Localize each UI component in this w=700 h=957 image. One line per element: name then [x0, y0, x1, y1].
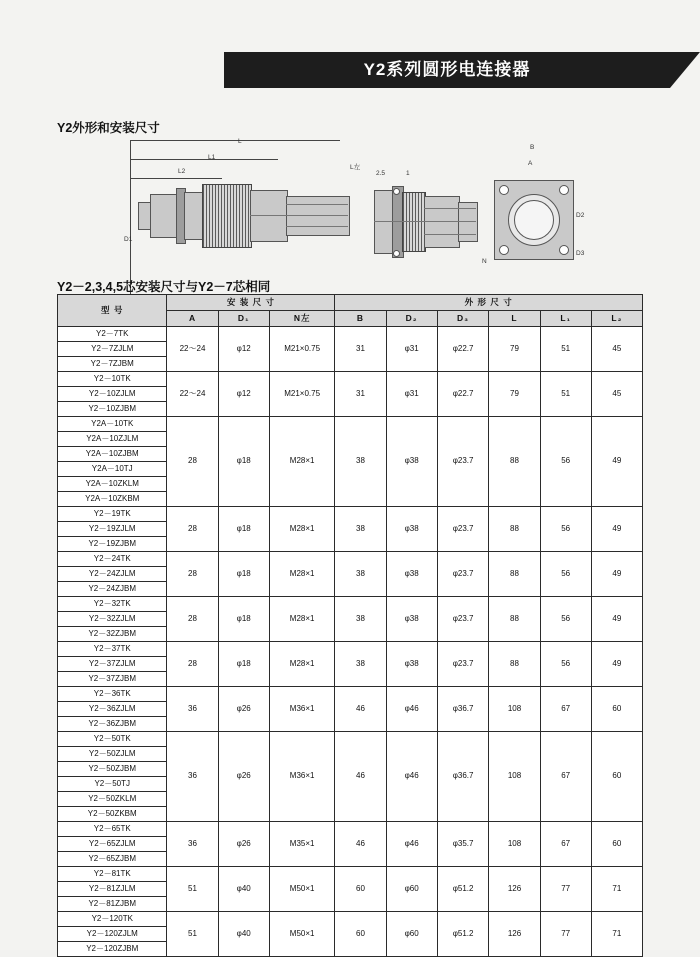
cell-B: 38	[335, 417, 386, 507]
cell-model: Y2－10ZJBM	[58, 402, 167, 417]
cell-model: Y2－36ZJBM	[58, 717, 167, 732]
drawing-caption: Y2外形和安装尺寸	[57, 121, 160, 135]
cell-model: Y2－37ZJBM	[58, 672, 167, 687]
cell-model: Y2－50ZJBM	[58, 762, 167, 777]
table-caption: Y2－2,3,4,5芯安装尺寸与Y2－7芯相同	[57, 280, 271, 294]
cell-A: 28	[167, 552, 218, 597]
cell-B: 60	[335, 912, 386, 957]
cell-model: Y2－24TK	[58, 552, 167, 567]
cell-L1: 56	[540, 552, 591, 597]
cell-model: Y2－32TK	[58, 597, 167, 612]
cell-model: Y2－32ZJLM	[58, 612, 167, 627]
cell-N: M28×1	[269, 597, 335, 642]
header-model: 型 号	[58, 295, 167, 327]
cell-L: 79	[489, 372, 540, 417]
table-row	[58, 642, 643, 657]
cell-D2: φ46	[386, 732, 437, 822]
cell-L1: 67	[540, 732, 591, 822]
table-header-row-groups	[58, 295, 643, 311]
front-view-hole-top-right	[559, 185, 569, 195]
cell-model: Y2－32ZJBM	[58, 627, 167, 642]
cell-N: M21×0.75	[269, 372, 335, 417]
cell-B: 38	[335, 597, 386, 642]
flange-hole-top	[393, 188, 400, 195]
cell-model: Y2A－10TJ	[58, 462, 167, 477]
header-col-A: A	[167, 311, 218, 327]
header-col-L2: L₂	[591, 311, 642, 327]
cell-L: 88	[489, 552, 540, 597]
plug-detail-line-2	[286, 226, 348, 227]
cell-L2: 71	[591, 867, 642, 912]
header-col-L: L	[489, 311, 540, 327]
cell-L: 88	[489, 417, 540, 507]
dim-line-L2	[130, 178, 222, 179]
cell-model: Y2－81ZJLM	[58, 882, 167, 897]
cell-B: 60	[335, 867, 386, 912]
cell-D1: φ18	[218, 552, 269, 597]
header-col-B: B	[335, 311, 386, 327]
table-row	[58, 687, 643, 702]
cell-L1: 56	[540, 417, 591, 507]
cell-L2: 49	[591, 552, 642, 597]
front-view-hole-bottom-left	[499, 245, 509, 255]
cell-model: Y2－50TK	[58, 732, 167, 747]
dim-label-N: N	[482, 258, 487, 265]
header-col-D3: D₃	[437, 311, 489, 327]
cell-D2: φ46	[386, 687, 437, 732]
cell-D3: φ36.7	[437, 687, 489, 732]
cell-D2: φ38	[386, 417, 437, 507]
cell-model: Y2－50TJ	[58, 777, 167, 792]
cell-D3: φ35.7	[437, 822, 489, 867]
cell-model: Y2－36TK	[58, 687, 167, 702]
spec-table-head	[58, 295, 643, 327]
cell-D3: φ23.7	[437, 642, 489, 687]
cell-L2: 49	[591, 597, 642, 642]
cell-N: M36×1	[269, 687, 335, 732]
cell-model: Y2－81TK	[58, 867, 167, 882]
spec-table-body	[58, 327, 643, 957]
cell-L1: 77	[540, 867, 591, 912]
cell-model: Y2－50ZJLM	[58, 747, 167, 762]
cell-D1: φ12	[218, 327, 269, 372]
cell-model: Y2－120TK	[58, 912, 167, 927]
dim-tick-L1-left	[130, 160, 131, 169]
cell-A: 36	[167, 687, 218, 732]
receptacle-detail-line-1	[424, 208, 476, 209]
cell-B: 38	[335, 507, 386, 552]
cell-A: 22～24	[167, 327, 218, 372]
cell-D2: φ38	[386, 507, 437, 552]
cell-L1: 56	[540, 507, 591, 552]
spec-table	[57, 294, 643, 957]
cell-D2: φ31	[386, 372, 437, 417]
cell-model: Y2A－10TK	[58, 417, 167, 432]
cell-N: M28×1	[269, 417, 335, 507]
cell-D1: φ18	[218, 642, 269, 687]
dim-label-L-left: L左	[350, 164, 361, 171]
table-row	[58, 372, 643, 387]
cell-L: 108	[489, 732, 540, 822]
cell-L2: 60	[591, 822, 642, 867]
cell-model: Y2A－10ZJLM	[58, 432, 167, 447]
cell-D2: φ31	[386, 327, 437, 372]
table-row	[58, 597, 643, 612]
cell-D2: φ38	[386, 642, 437, 687]
cell-model: Y2－7TK	[58, 327, 167, 342]
cell-A: 36	[167, 732, 218, 822]
cell-D3: φ23.7	[437, 507, 489, 552]
flange-hole-bottom	[393, 250, 400, 257]
front-view-hole-bottom-right	[559, 245, 569, 255]
table-row	[58, 912, 643, 927]
receptacle-center-axis	[374, 221, 476, 222]
cell-A: 22～24	[167, 372, 218, 417]
cell-L1: 51	[540, 372, 591, 417]
cell-model: Y2－120ZJBM	[58, 942, 167, 957]
cell-model: Y2－24ZJLM	[58, 567, 167, 582]
cell-A: 36	[167, 822, 218, 867]
dim-tick-L-right	[130, 150, 131, 159]
cell-L: 88	[489, 597, 540, 642]
dim-line-L	[130, 140, 340, 141]
cell-model: Y2－19ZJBM	[58, 537, 167, 552]
banner-title: Y2系列圆形电连接器	[363, 60, 531, 79]
cell-model: Y2－19ZJLM	[58, 522, 167, 537]
cell-B: 31	[335, 327, 386, 372]
cell-model: Y2－65ZJLM	[58, 837, 167, 852]
cell-N: M36×1	[269, 732, 335, 822]
dim-label-2-5: 2.5	[376, 170, 386, 177]
header-col-D1: D₁	[218, 311, 269, 327]
cell-L2: 71	[591, 912, 642, 957]
cell-D1: φ12	[218, 372, 269, 417]
cell-model: Y2－7ZJLM	[58, 342, 167, 357]
cell-D3: φ36.7	[437, 732, 489, 822]
cell-D3: φ51.2	[437, 912, 489, 957]
cell-L: 126	[489, 912, 540, 957]
header-outline-group: 外 形 尺 寸	[335, 295, 643, 311]
cell-D1: φ26	[218, 687, 269, 732]
cell-model: Y2A－10ZJBM	[58, 447, 167, 462]
dim-line-L1	[130, 159, 278, 160]
receptacle-insert-body	[424, 196, 460, 248]
cell-L: 108	[489, 687, 540, 732]
header-col-L1: L₁	[540, 311, 591, 327]
table-row	[58, 417, 643, 432]
dim-label-L: L	[238, 138, 242, 145]
cell-N: M21×0.75	[269, 327, 335, 372]
cell-L2: 60	[591, 732, 642, 822]
dim-label-D2: D2	[576, 212, 585, 219]
cell-D2: φ38	[386, 597, 437, 642]
cell-D3: φ51.2	[437, 867, 489, 912]
cell-L: 88	[489, 507, 540, 552]
cell-N: M50×1	[269, 912, 335, 957]
cell-D3: φ23.7	[437, 417, 489, 507]
plug-insert-nose	[286, 196, 350, 236]
header-col-N: N左	[269, 311, 335, 327]
cell-B: 38	[335, 642, 386, 687]
cell-D1: φ18	[218, 597, 269, 642]
cell-L2: 45	[591, 372, 642, 417]
cell-D2: φ46	[386, 822, 437, 867]
cell-L2: 49	[591, 642, 642, 687]
cell-L: 126	[489, 867, 540, 912]
cell-A: 51	[167, 912, 218, 957]
plug-knurled-coupling-nut	[202, 184, 252, 248]
dim-label-D3: D3	[576, 250, 585, 257]
cell-L2: 60	[591, 687, 642, 732]
dim-label-L2: L2	[178, 168, 186, 175]
cell-B: 38	[335, 552, 386, 597]
cell-model: Y2A－10ZKLM	[58, 477, 167, 492]
cell-A: 28	[167, 597, 218, 642]
table-row	[58, 327, 643, 342]
cell-L: 108	[489, 822, 540, 867]
dim-tick-L-left	[130, 141, 131, 150]
cell-L2: 49	[591, 507, 642, 552]
cell-N: M28×1	[269, 552, 335, 597]
plug-center-axis	[250, 215, 348, 216]
table-row	[58, 867, 643, 882]
receptacle-shell-section	[402, 192, 426, 252]
table-row	[58, 822, 643, 837]
cell-model: Y2－50ZKLM	[58, 792, 167, 807]
cell-L1: 67	[540, 822, 591, 867]
cell-N: M35×1	[269, 822, 335, 867]
cell-D1: φ26	[218, 822, 269, 867]
cell-L1: 56	[540, 642, 591, 687]
cell-D3: φ22.7	[437, 327, 489, 372]
dim-tick-L2-left	[130, 179, 131, 188]
cell-N: M50×1	[269, 867, 335, 912]
cell-model: Y2－36ZJLM	[58, 702, 167, 717]
page-banner	[224, 52, 700, 88]
cell-B: 46	[335, 687, 386, 732]
cell-L1: 67	[540, 687, 591, 732]
table-row	[58, 732, 643, 747]
dim-label-A-front: A	[528, 160, 533, 167]
cell-N: M28×1	[269, 507, 335, 552]
dim-tick-L1-right	[130, 169, 131, 178]
cell-A: 28	[167, 642, 218, 687]
dim-label-D1: D1	[124, 236, 133, 243]
cell-B: 46	[335, 732, 386, 822]
dim-label-1: 1	[406, 170, 410, 177]
cell-L: 79	[489, 327, 540, 372]
plug-front-barrel	[250, 190, 288, 242]
cell-A: 28	[167, 417, 218, 507]
cell-B: 46	[335, 822, 386, 867]
receptacle-detail-line-2	[424, 234, 476, 235]
cell-model: Y2－37ZJLM	[58, 657, 167, 672]
cell-D3: φ23.7	[437, 552, 489, 597]
cell-model: Y2－19TK	[58, 507, 167, 522]
cell-model: Y2－120ZJLM	[58, 927, 167, 942]
cell-model: Y2－50ZKBM	[58, 807, 167, 822]
cell-L1: 56	[540, 597, 591, 642]
cell-L1: 51	[540, 327, 591, 372]
header-install-group: 安 装 尺 寸	[167, 295, 335, 311]
cell-A: 51	[167, 867, 218, 912]
plug-rear-body	[150, 194, 178, 238]
cell-L2: 49	[591, 417, 642, 507]
cell-D2: φ60	[386, 867, 437, 912]
cell-L2: 45	[591, 327, 642, 372]
cell-model: Y2－65ZJBM	[58, 852, 167, 867]
plug-shell	[184, 192, 204, 240]
cell-N: M28×1	[269, 642, 335, 687]
cell-model: Y2－7ZJBM	[58, 357, 167, 372]
cell-D1: φ18	[218, 417, 269, 507]
cell-model: Y2－37TK	[58, 642, 167, 657]
front-view-inner-circle	[514, 200, 554, 240]
technical-drawing	[124, 138, 585, 270]
cell-L: 88	[489, 642, 540, 687]
cell-D2: φ60	[386, 912, 437, 957]
cell-D1: φ40	[218, 867, 269, 912]
receptacle-front-face	[374, 190, 394, 254]
cell-model: Y2－10TK	[58, 372, 167, 387]
dim-label-L1: L1	[208, 154, 216, 161]
dim-label-B-front: B	[530, 144, 535, 151]
cell-D3: φ22.7	[437, 372, 489, 417]
cell-D1: φ18	[218, 507, 269, 552]
plug-detail-line-1	[286, 204, 348, 205]
cell-model: Y2－65TK	[58, 822, 167, 837]
cell-model: Y2－81ZJBM	[58, 897, 167, 912]
cell-model: Y2A－10ZKBM	[58, 492, 167, 507]
cell-model: Y2－10ZJLM	[58, 387, 167, 402]
table-row	[58, 552, 643, 567]
table-row	[58, 507, 643, 522]
cell-model: Y2－24ZJBM	[58, 582, 167, 597]
banner-corner-notch	[670, 52, 700, 88]
header-col-D2: D₂	[386, 311, 437, 327]
cell-D1: φ40	[218, 912, 269, 957]
dim-tick-L2-right	[130, 188, 131, 197]
cell-L1: 77	[540, 912, 591, 957]
cell-D3: φ23.7	[437, 597, 489, 642]
cell-B: 31	[335, 372, 386, 417]
dim-line-diameter-left	[130, 197, 131, 223]
cell-D1: φ26	[218, 732, 269, 822]
cell-D2: φ38	[386, 552, 437, 597]
front-view-hole-top-left	[499, 185, 509, 195]
cell-A: 28	[167, 507, 218, 552]
